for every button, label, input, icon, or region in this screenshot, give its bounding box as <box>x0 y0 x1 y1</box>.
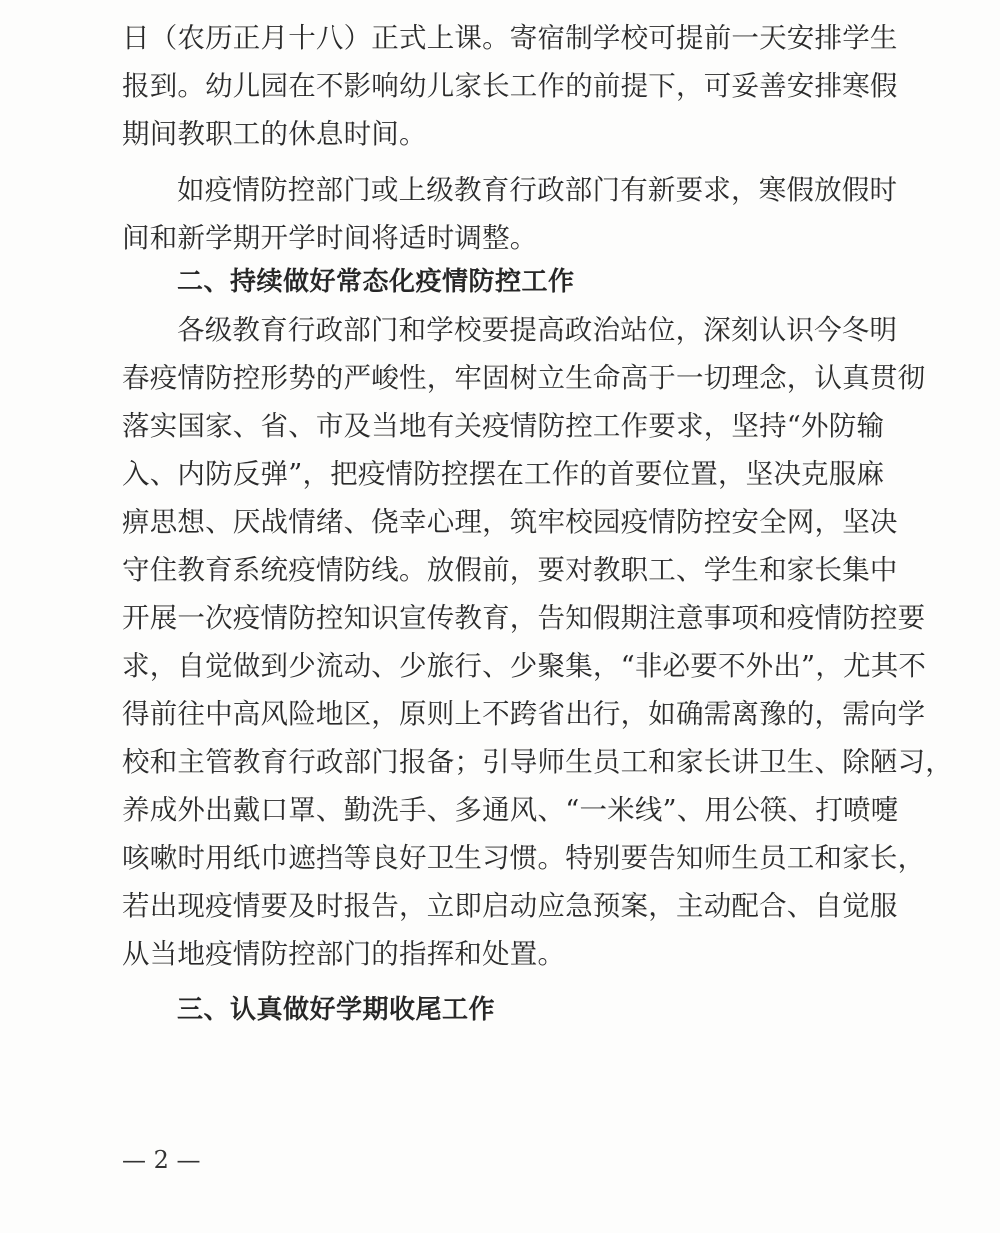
paragraph-line: 从当地疫情防控部门的指挥和处置。 <box>122 938 566 970</box>
paragraph-line: 日（农历正月十八）正式上课。寄宿制学校可提前一天安排学生 <box>122 22 898 54</box>
paragraph-line: 若出现疫情要及时报告，立即启动应急预案，主动配合、自觉服 <box>122 890 898 922</box>
paragraph-line: 落实国家、省、市及当地有关疫情防控工作要求，坚持“外防输 <box>122 410 885 442</box>
paragraph-line: 咳嗽时用纸巾遮挡等良好卫生习惯。特别要告知师生员工和家长， <box>122 842 926 874</box>
paragraph-line: 入、内防反弹”，把疫情防控摆在工作的首要位置，坚决克服麻 <box>122 458 885 490</box>
paragraph-line: 校和主管教育行政部门报备；引导师生员工和家长讲卫生、除陋习， <box>122 746 953 778</box>
paragraph-line: 如疫情防控部门或上级教育行政部门有新要求，寒假放假时 <box>177 174 898 206</box>
paragraph-line: 期间教职工的休息时间。 <box>122 118 427 150</box>
paragraph-line: 开展一次疫情防控知识宣传教育，告知假期注意事项和疫情防控要 <box>122 602 926 634</box>
section-heading: 二、持续做好常态化疫情防控工作 <box>177 267 575 297</box>
paragraph-line: 守住教育系统疫情防线。放假前，要对教职工、学生和家长集中 <box>122 554 898 586</box>
paragraph-line: 间和新学期开学时间将适时调整。 <box>122 222 538 254</box>
section-heading: 三、认真做好学期收尾工作 <box>177 995 496 1025</box>
paragraph-line: 报到。幼儿园在不影响幼儿家长工作的前提下，可妥善安排寒假 <box>122 70 898 102</box>
paragraph-line: 各级教育行政部门和学校要提高政治站位，深刻认识今冬明 <box>177 314 898 346</box>
paragraph-line: 痹思想、厌战情绪、侥幸心理，筑牢校园疫情防控安全网，坚决 <box>122 506 898 538</box>
paragraph-line: 养成外出戴口罩、勤洗手、多通风、“一米线”、用公筷、打喷嚏 <box>122 794 899 826</box>
page-number: — 2 — <box>122 1146 201 1174</box>
paragraph-line: 得前往中高风险地区，原则上不跨省出行，如确需离豫的，需向学 <box>122 698 926 730</box>
paragraph-line: 求，自觉做到少流动、少旅行、少聚集，“非必要不外出”，尤其不 <box>122 650 927 682</box>
paragraph-line: 春疫情防控形势的严峻性，牢固树立生命高于一切理念，认真贯彻 <box>122 362 926 394</box>
